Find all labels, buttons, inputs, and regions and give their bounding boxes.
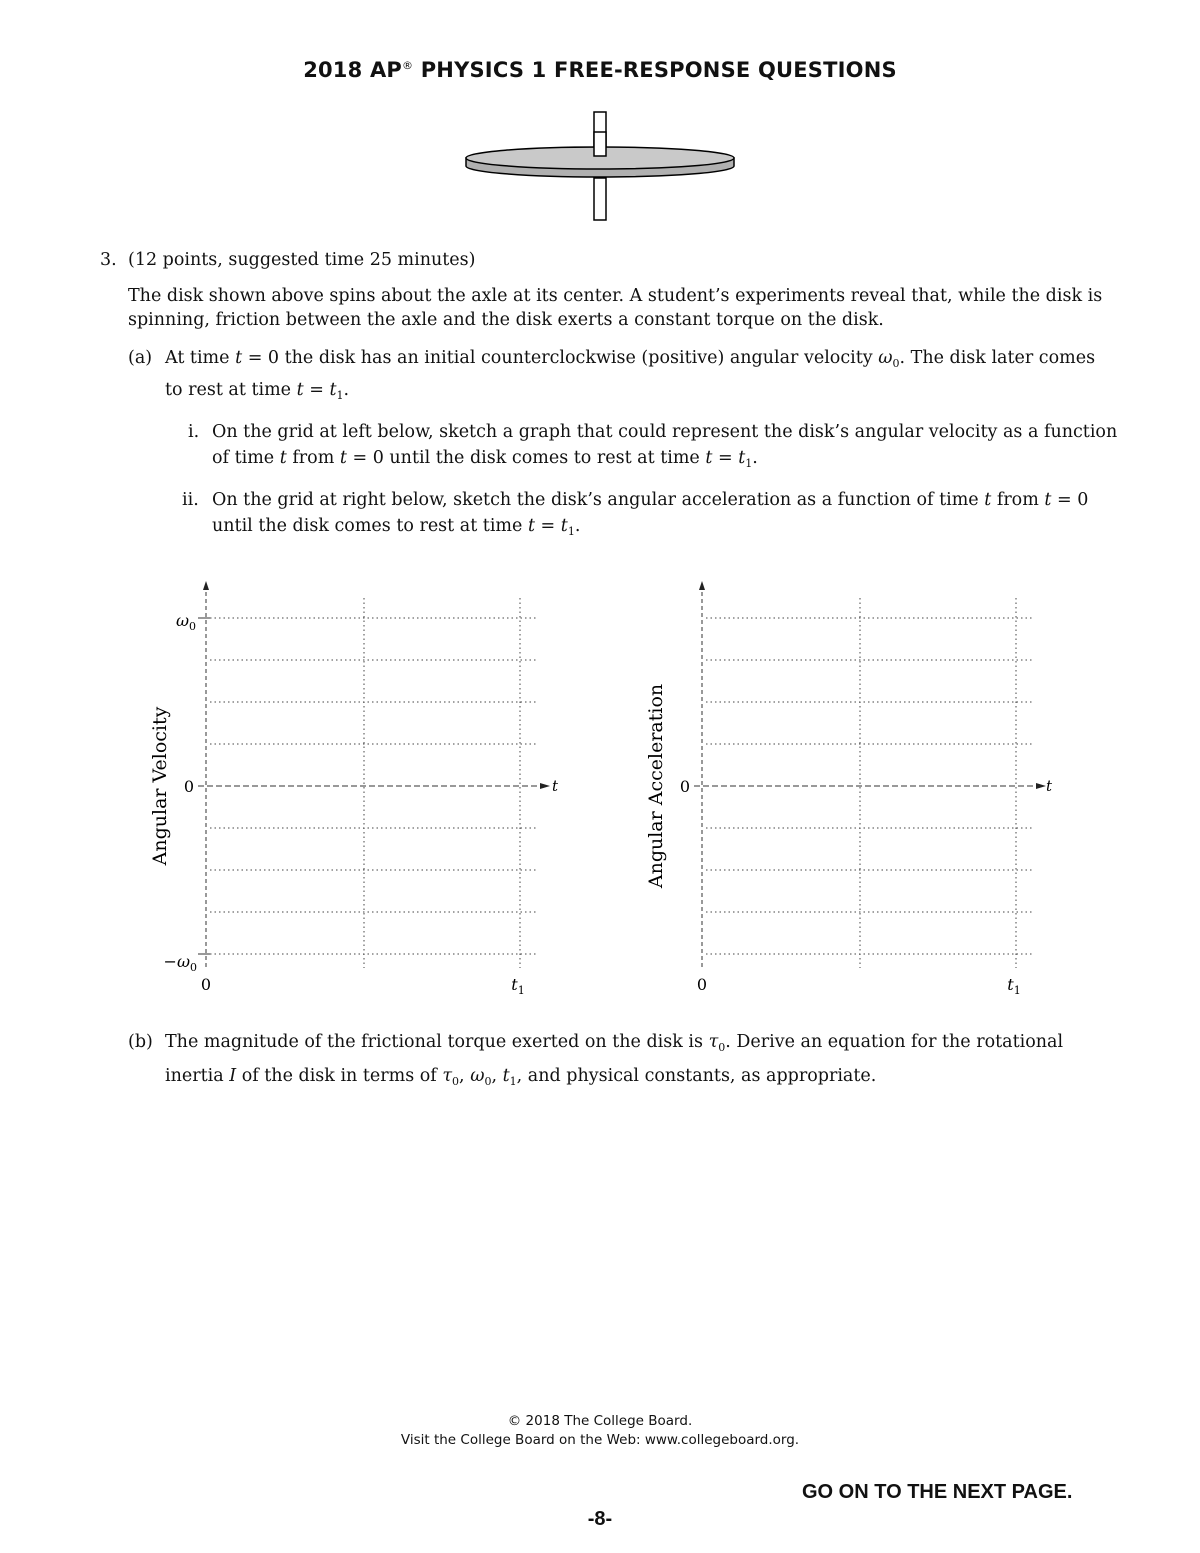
y-axis-arrow [203,581,209,590]
part-a-label: (a) [128,348,153,368]
disk-figure [460,108,740,226]
intro-line-1: The disk shown above spins about the axle at its center. A student’s experiments reveal that, while the disk is [128,286,1103,306]
part-a-ii-line-2: until the disk comes to rest at time $t = t_1$. [212,516,581,538]
x-axis-arrow [540,783,550,789]
axle-mid [594,132,606,156]
part-b-line-2: inertia I of the disk in terms of $\tau_0$, $\omega_0$, $t_1$, and physical constants, as appropriate. [165,1066,877,1088]
question-number: 3. [100,250,117,270]
right-ylabel: Angular Acceleration [645,683,667,889]
copyright-text: © 2018 The College Board. [507,1413,693,1429]
left-ylabel: Angular Velocity [149,706,171,866]
page-title: 2018 AP® PHYSICS 1 FREE-RESPONSE QUESTIONS [303,58,897,82]
part-a-i-line-2: of time t from t = 0 until the disk comes to rest at time $t = t_1$. [212,448,758,470]
graphs-area [0,570,1200,1010]
part-a-line-1: At time t = 0 the disk has an initial counterclockwise (positive) angular velocity $\omega_0$. The disk later comes [165,348,1096,370]
right-axis-var-label: t [1046,777,1053,795]
visit-text: Visit the College Board on the Web: www.collegeboard.org. [400,1432,800,1448]
part-b-line-1: The magnitude of the frictional torque exerted on the disk is $\tau_0$. Derive an equation for the rotational [165,1032,1064,1054]
question-points: (12 points, suggested time 25 minutes) [128,250,476,270]
x-axis-arrow [1036,783,1046,789]
left-x-end-label: $t_1$ [511,975,525,997]
y-axis-arrow [699,581,705,590]
left-axis-var-label: t [552,777,559,795]
angular-velocity-grid[interactable] [198,581,550,968]
axle-bottom [594,178,606,220]
left-top-tick-label: $\omega_0$ [175,611,196,633]
intro-line-2: spinning, friction between the axle and the disk exerts a constant torque on the disk. [128,310,884,330]
right-x-end-label: $t_1$ [1007,975,1021,997]
answer-space-b[interactable] [128,1100,1088,1390]
part-a-line-2: to rest at time $t = t_1$. [165,380,350,402]
part-a-ii-label: ii. [182,490,199,510]
left-x-start-label: 0 [200,975,212,994]
angular-acceleration-grid[interactable] [694,581,1046,968]
part-a-ii-line-1: On the grid at right below, sketch the disk’s angular acceleration as a function of time t from t = 0 [212,490,1089,510]
next-page-text: GO ON TO THE NEXT PAGE. [802,1481,1073,1503]
page-number: -8- [587,1508,613,1530]
left-zero-tick-label: 0 [183,777,194,796]
left-bottom-tick-label: $-\omega_0$ [163,952,197,974]
right-x-start-label: 0 [696,975,708,994]
part-b-label: (b) [128,1032,153,1052]
part-a-i-label: i. [188,422,200,442]
right-zero-tick-label: 0 [679,777,690,796]
part-a-i-line-1: On the grid at left below, sketch a graph that could represent the disk’s angular velocity as a function [212,422,1118,442]
